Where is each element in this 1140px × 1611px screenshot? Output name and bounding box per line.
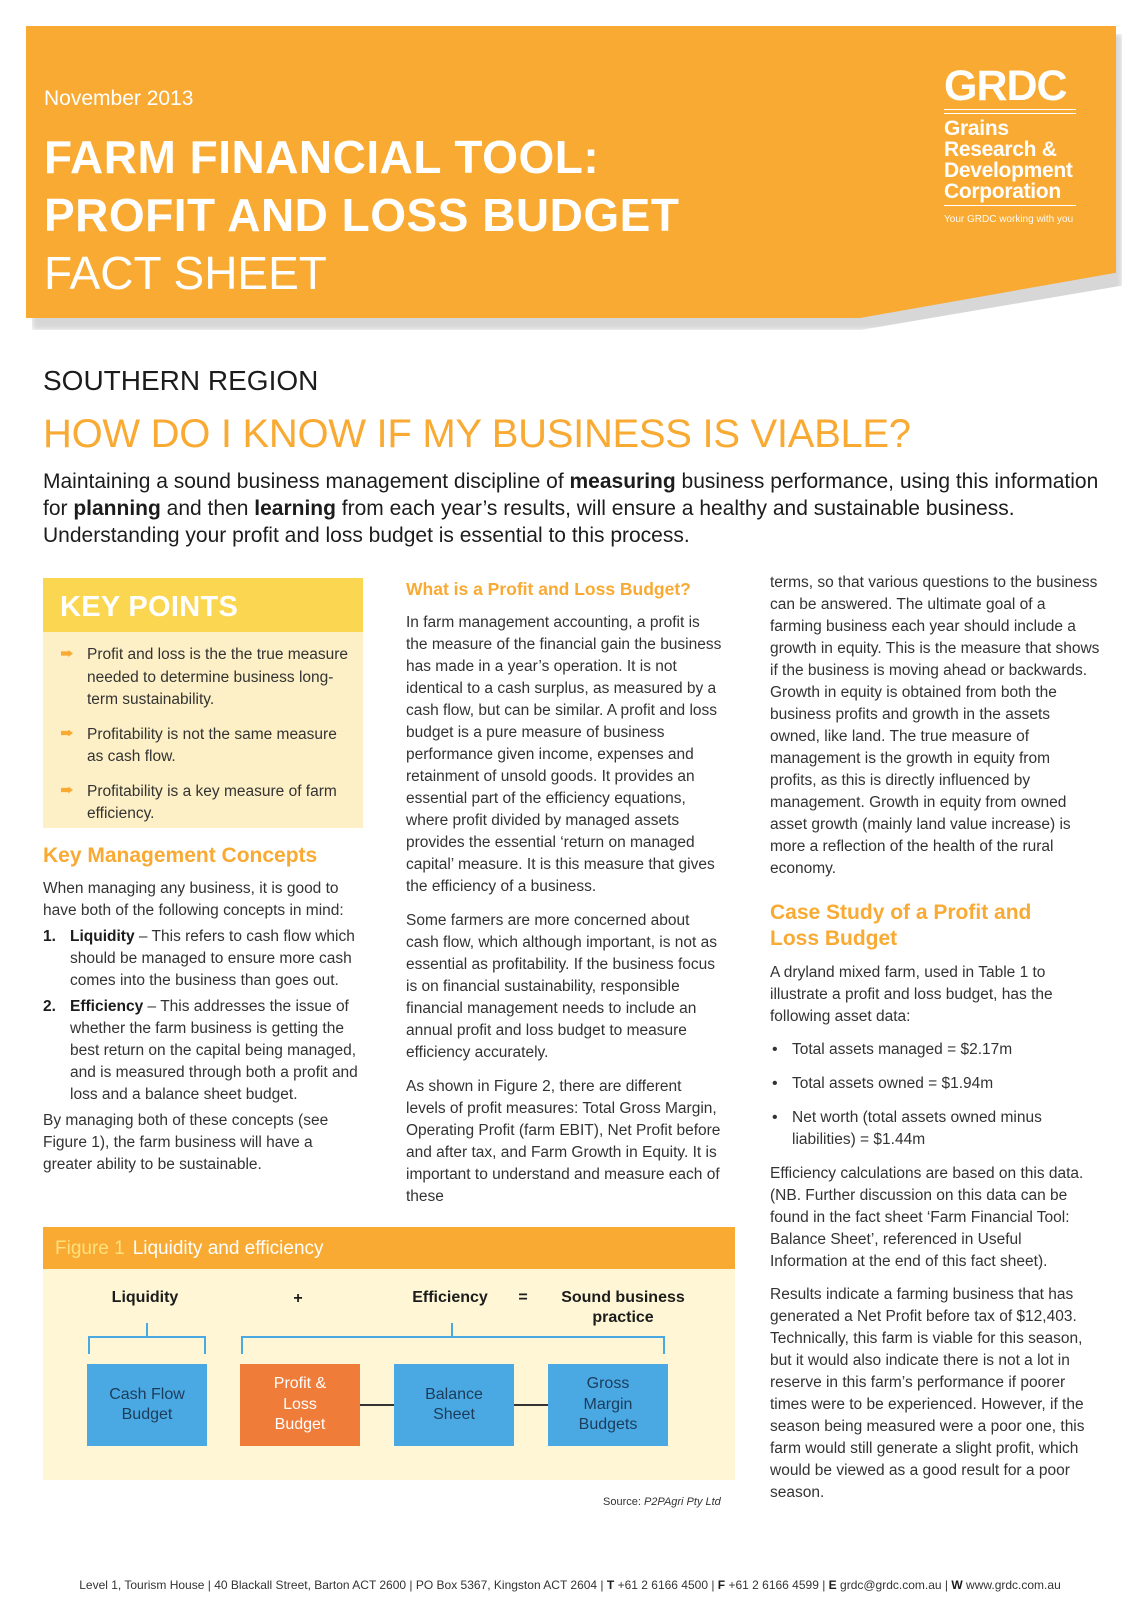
case-study-heading-line: Loss Budget (770, 927, 898, 950)
box-text: Budget (121, 1406, 173, 1423)
logo-org-line: Development (944, 159, 1073, 182)
title-line-3: FACT SHEET (44, 247, 327, 299)
concept-number: 1. (43, 928, 56, 945)
concept-item (43, 996, 363, 1106)
concepts-closing: By managing both of these concepts (see Figure 1), the farm business will have a greater ability to be sustainable. (43, 1112, 329, 1173)
what-is-section (406, 578, 724, 1208)
equity-paragraph: terms, so that various questions to the business can be answered. The ultimate goal of a farming business each year should include a growth in equity. This is the measure that shows if the business is moving ahead or backwards. Growth in equity is obtained from both the business profits and growth in the assets owned, like land. The true measure of management is the growth in equity from profits, as this is directly influenced by management. Growth in equity from owned asset growth (mainly land value increase) is more a reflection of the health of the rural economy. (770, 574, 1100, 877)
main-headline: HOW DO I KNOW IF MY BUSINESS IS VIABLE? (43, 412, 911, 456)
concept-term: Liquidity (70, 928, 135, 945)
asset-list (770, 1039, 1100, 1151)
asset-item: • Total assets managed = $2.17m (770, 1039, 1100, 1061)
publication-date: November 2013 (44, 87, 194, 110)
footer-website: www.grdc.com.au (962, 1578, 1061, 1592)
key-points-heading: KEY POINTS (43, 578, 363, 632)
footer-email: grdc@grdc.com.au | (836, 1578, 952, 1592)
footer-contact (0, 1578, 1140, 1592)
case-study-column (770, 572, 1100, 1504)
title-line-1: FARM FINANCIAL TOOL: (44, 131, 600, 183)
footer-label: T (606, 1578, 615, 1592)
case-study-paragraph: Results indicate a farming business that has generated a Net Profit before tax of $12,403. Technically, this farm is viable for this season, but it would also indicate there is not a lot in reserve in this farm’s performance if poorer times were to be experienced. However, if the season being measured were a poor one, this farm would still generate a slight profit, which would be viewed as a good result for a poor season. (770, 1286, 1085, 1501)
concept-text: – This refers to cash flow which should be managed to ensure more cash comes into the business than goes out. (70, 928, 355, 989)
key-point-item: Profit and loss is the the true measure needed to determine business long-term sustainability. (87, 644, 353, 712)
label-efficiency: Efficiency (412, 1289, 488, 1306)
box-text: Margin (583, 1395, 633, 1413)
title-line-2: PROFIT AND LOSS BUDGET (44, 189, 680, 241)
lead-text: business performance, using this information for (43, 470, 1099, 520)
figure-caption: Liquidity and efficiency (132, 1238, 324, 1259)
label-sound-line: Sound business (561, 1289, 685, 1306)
footer-label: W (951, 1578, 963, 1592)
label-liquidity: Liquidity (111, 1289, 179, 1306)
what-is-paragraph: In farm management accounting, a profit is the measure of the financial gain the business has made in a year’s operation. It is not identical to a cash surplus, as measured by a cash flow, but can be similar. A profit and loss budget is a pure measure of business performance given income, expenses and retainment of unsold goods. It provides an essential part of the efficiency equations, where profit divided by managed assets provides the essential ‘return on managed capital’ measure. It is this measure that gives the efficiency of a business. (406, 614, 722, 895)
what-is-paragraph: Some farmers are more concerned about cash flow, which although important, is not as essential as profitability. If the business focus is on financial sustainability, responsible financial management needs to include an annual profit and loss budget to measure efficiency accurately. (406, 912, 718, 1061)
logo-org-line: Corporation (944, 180, 1061, 203)
footer-phone: +61 2 6166 4500 | (614, 1578, 718, 1592)
lead-text: Maintaining a sound business management discipline of (43, 470, 570, 493)
footer-label: F (717, 1578, 726, 1592)
profit-loss-budget-box (240, 1364, 360, 1446)
logo-wordmark: GRDC (944, 62, 1067, 110)
key-points-list (43, 632, 363, 826)
box-text: Sheet (433, 1406, 475, 1423)
key-point-item: Profitability is a key measure of farm efficiency. (87, 781, 353, 826)
asset-item: • Net worth (total assets owned minus liabilities) = $1.44m (770, 1107, 1100, 1151)
efficiency-bracket (242, 1337, 664, 1354)
logo-rule (944, 205, 1076, 206)
logo-tagline: Your GRDC working with you (944, 214, 1074, 225)
box-text: Budget (274, 1416, 326, 1434)
footer-address: Level 1, Tourism House | 40 Blackall Street, Barton ACT 2600 | PO Box 5367, Kingston ACT 2604 | (79, 1578, 607, 1592)
lead-paragraph (43, 468, 1113, 549)
source-name: P2PAgri Pty Ltd (643, 1496, 721, 1508)
concepts-heading: Key Management Concepts (43, 844, 318, 867)
box-text: Profit & (273, 1375, 327, 1393)
case-study-paragraph: A dryland mixed farm, used in Table 1 to illustrate a profit and loss budget, has the following asset data: (770, 964, 1053, 1025)
asset-item: • Total assets owned = $1.94m (770, 1073, 1100, 1095)
concept-text: – This addresses the issue of whether the farm business is getting the best return on the capital being managed, and is measured through both a profit and loss and a balance sheet budget. (70, 998, 358, 1103)
concept-item (43, 926, 363, 992)
case-study-heading-line: Case Study of a Profit and (770, 901, 1032, 924)
figure-number: Figure 1 (55, 1238, 125, 1259)
lead-emphasis: learning (254, 497, 336, 520)
grdc-logo (944, 62, 1076, 225)
lead-emphasis: planning (73, 497, 161, 520)
what-is-heading: What is a Profit and Loss Budget? (406, 579, 691, 599)
gross-margin-budgets-box (548, 1364, 668, 1446)
concepts-section (43, 843, 363, 1176)
lead-text: from each year’s results, will ensure a healthy and sustainable business. Understanding your profit and loss budget is essential to this process. (43, 497, 1015, 547)
box-text: Gross (586, 1375, 630, 1393)
label-plus: + (293, 1290, 303, 1307)
footer-label: E (828, 1578, 837, 1592)
figure-source (603, 1496, 721, 1508)
balance-sheet-box (394, 1364, 514, 1446)
box-text: Budgets (578, 1416, 638, 1434)
concepts-list (43, 926, 363, 1106)
lead-text: and then (160, 497, 255, 520)
logo-org-name (944, 118, 1076, 202)
key-point-item: Profitability is not the same measure as cash flow. (87, 724, 353, 769)
case-study-paragraph: Efficiency calculations are based on this data. (NB. Further discussion on this data can be found in the fact sheet ‘Farm Financial Tool: Balance Sheet’, referenced in Useful Information at the end of this fact sheet). (770, 1165, 1084, 1270)
box-text: Cash Flow (109, 1385, 185, 1403)
concept-term: Efficiency (70, 998, 144, 1015)
logo-rule (944, 113, 1076, 114)
what-is-paragraph: As shown in Figure 2, there are different levels of profit measures: Total Gross Margin, Operating Profit (farm EBIT), Net Profit before and after tax, and Farm Growth in Equity. It is important to understand and measure each of these (406, 1078, 721, 1205)
region-heading: SOUTHERN REGION (43, 365, 319, 396)
label-sound-line: practice (592, 1309, 654, 1326)
concepts-intro: When managing any business, it is good to have both of the following concepts in mind: (43, 880, 344, 919)
logo-org-line: Grains (944, 117, 1009, 140)
case-study-heading (770, 900, 1100, 952)
cash-flow-budget-box (87, 1364, 207, 1446)
box-text: Balance (425, 1385, 483, 1403)
concept-number: 2. (43, 998, 56, 1015)
figure-1 (43, 1227, 735, 1480)
lead-emphasis: measuring (569, 470, 676, 493)
key-points-box (43, 578, 363, 828)
box-text: Loss (283, 1395, 317, 1413)
label-equals: = (518, 1289, 528, 1306)
liquidity-bracket (89, 1337, 205, 1354)
logo-org-line: Research & (944, 138, 1057, 161)
footer-fax: +61 2 6166 4599 | (725, 1578, 829, 1592)
source-label: Source: (603, 1496, 644, 1508)
